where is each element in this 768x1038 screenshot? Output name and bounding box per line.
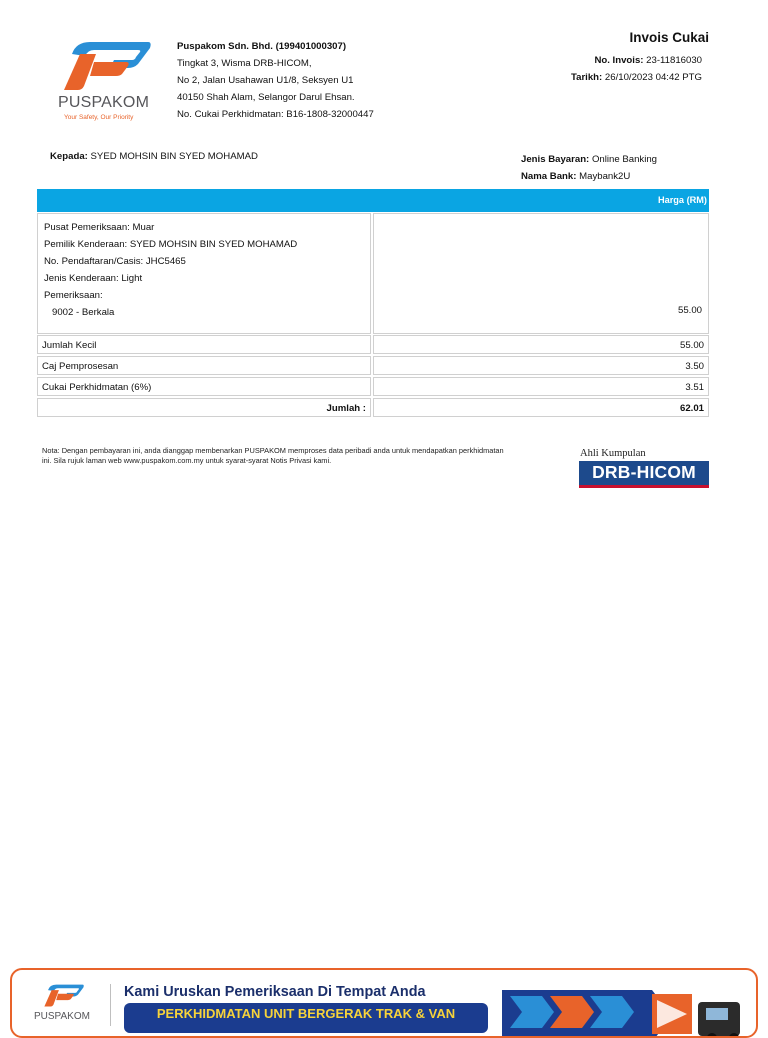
- payment-type-label: Jenis Bayaran:: [521, 154, 590, 165]
- bank-name: Maybank2U: [579, 171, 631, 182]
- bank-name-label: Nama Bank:: [521, 171, 577, 182]
- processing-fee-label-cell: [37, 356, 371, 375]
- total-amount: 62.01: [679, 403, 704, 414]
- banner-divider: [110, 984, 111, 1026]
- subtotal-label-cell: [37, 335, 371, 354]
- company-address-line3: 40150 Shah Alam, Selangor Darul Ehsan.: [177, 92, 355, 103]
- puspakom-logo-icon: [50, 38, 160, 96]
- company-tax-number: No. Cukai Perkhidmatan: B16-1808-32000447: [177, 109, 374, 120]
- drb-hicom-logo: [579, 461, 709, 488]
- company-name: Puspakom Sdn. Bhd. (199401000307): [177, 41, 347, 52]
- bank-name-row: [521, 168, 657, 185]
- invoice-date-label: Tarikh:: [570, 72, 603, 83]
- invoice-number-label: No. Invois:: [594, 55, 644, 66]
- invoice-title: Invois Cukai: [629, 30, 709, 45]
- company-address-line2: No 2, Jalan Usahawan U1/8, Seksyen U1: [177, 75, 354, 86]
- promo-banner[interactable]: [10, 968, 758, 1038]
- customer-name: SYED MOHSIN BIN SYED MOHAMAD: [90, 151, 258, 162]
- processing-fee-label: Caj Pemprosesan: [42, 361, 119, 372]
- drb-hicom-wordmark: DRB-HICOM: [592, 462, 696, 482]
- subtotal-amount-cell: [373, 335, 709, 354]
- invoice-date-row: [571, 69, 702, 86]
- mobile-unit-truck-illustration: [502, 982, 752, 1038]
- processing-fee-amount: 3.50: [685, 361, 704, 372]
- registration-number: No. Pendaftaran/Casis: JHC5465: [44, 256, 186, 267]
- service-tax-amount-cell: [373, 377, 709, 396]
- group-label: Ahli Kumpulan: [580, 448, 646, 459]
- vehicle-owner: Pemilik Kenderaan: SYED MOHSIN BIN SYED MOHAMAD: [44, 239, 298, 250]
- inspection-center: Pusat Pemeriksaan: Muar: [44, 222, 155, 233]
- banner-service-text: PERKHIDMATAN UNIT BERGERAK TRAK & VAN: [156, 1006, 456, 1021]
- inspection-item: 9002 - Berkala: [52, 307, 115, 318]
- total-amount-cell: [373, 398, 709, 417]
- item-amount-cell: [373, 213, 709, 334]
- privacy-note: Nota: Dengan pembayaran ini, anda dianggap membenarkan PUSPAKOM memproses data peribadi anda untuk mendapatkan perkhidmatan ini. Sila rujuk laman web www.puspakom.com.my untuk syarat-syarat Notis Privasi kami.: [42, 446, 504, 465]
- processing-fee-amount-cell: [373, 356, 709, 375]
- banner-service-pill: [124, 1003, 488, 1033]
- vehicle-type: Jenis Kenderaan: Light: [44, 273, 143, 284]
- logo-wordmark: PUSPAKOM: [58, 94, 150, 111]
- inspection-amount: 55.00: [677, 305, 702, 316]
- puspakom-logo: [50, 38, 160, 128]
- invoice-number-row: [571, 52, 702, 69]
- banner-logo-icon: [38, 982, 88, 1010]
- invoice-date: 26/10/2023 04:42 PTG: [604, 72, 702, 83]
- banner-headline: Kami Uruskan Pemeriksaan Di Tempat Anda: [124, 984, 426, 1000]
- inspection-label: Pemeriksaan:: [44, 290, 103, 301]
- payment-type: Online Banking: [591, 154, 658, 165]
- company-details: [177, 38, 374, 123]
- invoice-number: 23-11816030: [646, 55, 702, 66]
- table-header: [37, 189, 709, 212]
- invoice-meta: [571, 52, 702, 86]
- payment-block: [521, 151, 657, 185]
- logo-tagline: Your Safety, Our Priority: [64, 114, 134, 121]
- item-details-cell: [37, 213, 371, 334]
- customer-block: [50, 151, 258, 162]
- subtotal-amount: 55.00: [679, 340, 704, 351]
- price-column-header: Harga (RM): [657, 195, 707, 205]
- total-label-cell: [37, 398, 371, 417]
- service-tax-label-cell: [37, 377, 371, 396]
- total-label: Jumlah :: [326, 403, 366, 414]
- subtotal-label: Jumlah Kecil: [42, 340, 97, 351]
- service-tax-label: Cukai Perkhidmatan (6%): [42, 382, 152, 393]
- payment-type-row: [521, 151, 657, 168]
- customer-label: Kepada:: [50, 151, 88, 162]
- company-address-line1: Tingkat 3, Wisma DRB-HICOM,: [177, 58, 312, 69]
- service-tax-amount: 3.51: [685, 382, 704, 393]
- banner-logo-wordmark: PUSPAKOM: [34, 1011, 90, 1022]
